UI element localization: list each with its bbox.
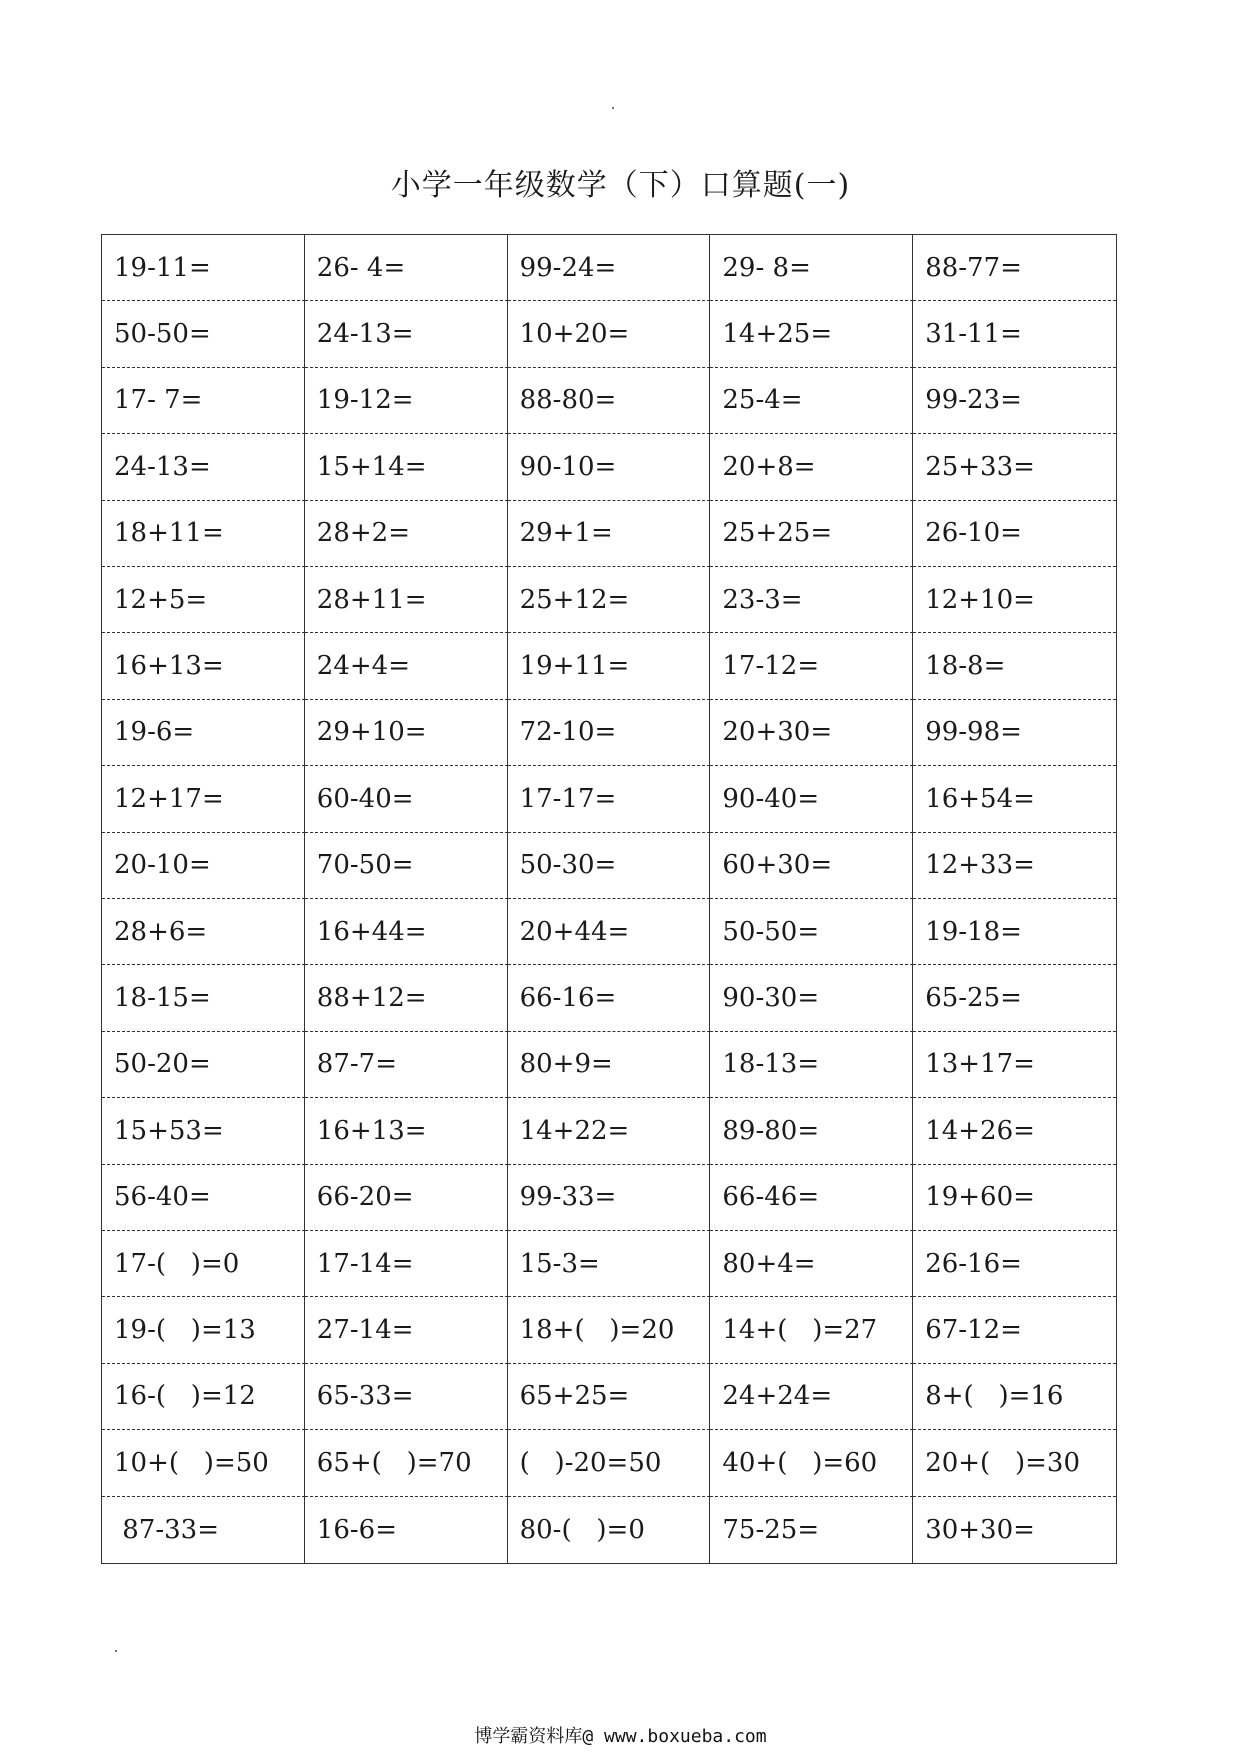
problem-cell: 17-12= (710, 633, 913, 699)
problem-cell: 50-50= (710, 899, 913, 965)
problem-cell: 19-6= (102, 700, 305, 766)
problem-cell: 88-80= (508, 368, 711, 434)
problem-cell: 16+44= (305, 899, 508, 965)
problem-cell: 99-98= (913, 700, 1116, 766)
problem-cell: 65+( )=70 (305, 1430, 508, 1496)
problem-cell: 16+13= (305, 1098, 508, 1164)
problem-cell: 66-20= (305, 1165, 508, 1231)
problem-cell: 66-16= (508, 965, 711, 1031)
problem-cell: 23-3= (710, 567, 913, 633)
problem-cell: 56-40= (102, 1165, 305, 1231)
problem-cell: 17-17= (508, 766, 711, 832)
problem-cell: 16-6= (305, 1497, 508, 1563)
problem-cell: 15+53= (102, 1098, 305, 1164)
problem-cell: 29- 8= (710, 235, 913, 301)
problem-cell: 31-11= (913, 301, 1116, 367)
problem-cell: 72-10= (508, 700, 711, 766)
problem-cell: 60-40= (305, 766, 508, 832)
problem-cell: 19-( )=13 (102, 1297, 305, 1363)
page-dot-mark (612, 107, 614, 109)
problem-cell: 87-7= (305, 1032, 508, 1098)
problem-cell: 19+11= (508, 633, 711, 699)
problem-cell: 17-14= (305, 1231, 508, 1297)
problem-cell: 19+60= (913, 1165, 1116, 1231)
problem-cell: 65-25= (913, 965, 1116, 1031)
problem-cell: 15-3= (508, 1231, 711, 1297)
problem-cell: 75-25= (710, 1497, 913, 1563)
problem-cell: 29+1= (508, 501, 711, 567)
problem-cell: 25+25= (710, 501, 913, 567)
problem-cell: 27-14= (305, 1297, 508, 1363)
problem-cell: 12+17= (102, 766, 305, 832)
problem-cell: 16-( )=12 (102, 1364, 305, 1430)
problem-cell: 65+25= (508, 1364, 711, 1430)
problem-cell: 30+30= (925, 1514, 1035, 1545)
problem-cell: 24+4= (305, 633, 508, 699)
problem-cell: 18-13= (710, 1032, 913, 1098)
problem-cell: 50-20= (102, 1032, 305, 1098)
problem-cell: 90-30= (710, 965, 913, 1031)
page-dot-mark (115, 1650, 117, 1652)
problem-cell: ( )-20=50 (508, 1430, 711, 1496)
problem-cell: 15+14= (305, 434, 508, 500)
problem-cell: 19-11= (102, 235, 305, 301)
problem-cell: 67-12= (913, 1297, 1116, 1363)
problem-cell: 13+17= (913, 1032, 1116, 1098)
problem-cell: 80+4= (710, 1231, 913, 1297)
problem-cell: 14+( )=27 (710, 1297, 913, 1363)
problem-cell: 20+8= (710, 434, 913, 500)
problem-cell: 99-24= (508, 235, 711, 301)
problem-cell: 29+10= (305, 700, 508, 766)
problem-cell: 10+( )=50 (102, 1430, 305, 1496)
problem-cell: 89-80= (710, 1098, 913, 1164)
problem-cell: 20-10= (102, 833, 305, 899)
problem-cell: 88+12= (305, 965, 508, 1031)
problem-cell: 65-33= (305, 1364, 508, 1430)
arithmetic-grid (101, 234, 1117, 1564)
problem-cell: 50-30= (508, 833, 711, 899)
problem-cell: 87-33= (102, 1497, 305, 1563)
problem-cell: 18+( )=20 (508, 1297, 711, 1363)
problem-cell: 88-77= (913, 235, 1116, 301)
footer-source: 博学霸资料库@ www.boxueba.com (474, 1726, 767, 1747)
problem-cell: 50-50= (102, 301, 305, 367)
problem-cell: 17-( )=0 (102, 1231, 305, 1297)
problem-cell: 19-12= (305, 368, 508, 434)
problem-cell: 25+33= (913, 434, 1116, 500)
problem-cell: 25+12= (508, 567, 711, 633)
problem-cell: 12+33= (913, 833, 1116, 899)
page-title: 小学一年级数学（下）口算题(一) (390, 168, 851, 203)
problem-cell: 26-16= (913, 1231, 1116, 1297)
problem-cell: 66-46= (710, 1165, 913, 1231)
problem-cell: 18-8= (913, 633, 1116, 699)
problem-cell: 19-18= (913, 899, 1116, 965)
problem-cell: 28+11= (305, 567, 508, 633)
problem-cell: 25-4= (710, 368, 913, 434)
problem-cell: 26-10= (913, 501, 1116, 567)
problem-cell: 90-10= (508, 434, 711, 500)
problem-cell: 14+22= (508, 1098, 711, 1164)
problem-cell: 28+2= (305, 501, 508, 567)
problem-cell: 14+25= (710, 301, 913, 367)
problem-cell: 8+( )=16 (913, 1364, 1116, 1430)
problem-cell: 18-15= (102, 965, 305, 1031)
problem-cell: 17- 7= (102, 368, 305, 434)
problem-cell: 12+10= (913, 567, 1116, 633)
problem-cell: 20+44= (508, 899, 711, 965)
problem-cell: 16+13= (102, 633, 305, 699)
problem-cell: 24+24= (710, 1364, 913, 1430)
problem-cell: 80+9= (508, 1032, 711, 1098)
problem-cell: 70-50= (305, 833, 508, 899)
problem-cell: 80-( )=0 (508, 1497, 711, 1563)
problem-cell: 90-40= (710, 766, 913, 832)
problem-cell: 12+5= (102, 567, 305, 633)
problem-cell: 20+30= (710, 700, 913, 766)
problem-cell: 14+26= (913, 1098, 1116, 1164)
problem-cell: 99-23= (913, 368, 1116, 434)
problem-cell: 28+6= (102, 899, 305, 965)
problem-cell: 26- 4= (305, 235, 508, 301)
problem-cell: 20+( )=30 (913, 1430, 1116, 1496)
problem-cell: 60+30= (710, 833, 913, 899)
problem-cell: 40+( )=60 (710, 1430, 913, 1496)
problem-cell: 10+20= (508, 301, 711, 367)
problem-cell: 16+54= (913, 766, 1116, 832)
problem-cell: 24-13= (305, 301, 508, 367)
problem-cell: 24-13= (102, 434, 305, 500)
problem-cell: 99-33= (508, 1165, 711, 1231)
problem-cell: 18+11= (102, 501, 305, 567)
